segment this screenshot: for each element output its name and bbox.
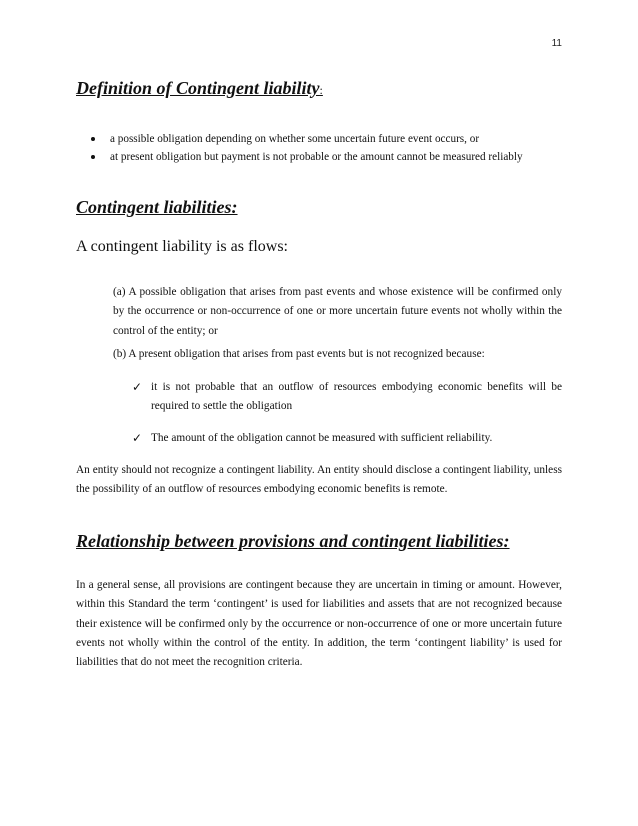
item-a-text: (a) A possible obligation that arises from past events and whose existence will be confirmed only by the occurrence or non-occurrence of one or more uncertain future events not wholly within the control of the entity; or (113, 286, 562, 337)
item-b-text: (b) A present obligation that arises from past events but is not recognized because: (113, 348, 485, 360)
relationship-paragraph: In a general sense, all provisions are contingent because they are uncertain in timing or amount. However, within this Standard the term ‘contingent’ is used for liabilities and assets that are not recognized because their existence will be confirmed only by the occurrence or non-occurrence of one or more uncertain future events not wholly within the control of the entity. In addition, the term ‘contingent liability’ is used for liabilities that do not meet the recognition criteria. (76, 579, 562, 669)
page-number: 11 (551, 38, 562, 49)
check-item-2: The amount of the obligation cannot be measured with sufficient reliability. (151, 432, 493, 444)
definition-bullet-2 (76, 148, 562, 166)
bullet-icon (91, 155, 95, 159)
heading-definition (76, 78, 323, 100)
bullet-icon (91, 137, 95, 141)
definition-bullet-1 (76, 130, 562, 148)
bullet-text: a possible obligation depending on whether some uncertain future event occurs, or (110, 133, 480, 145)
checkmark-icon: ✓ (132, 431, 143, 445)
intro-text: A contingent liability is as flows: (76, 238, 288, 255)
heading-relationship: Relationship between provisions and contingent liabilities: (76, 531, 510, 551)
heading-definition-text: Definition of Contingent liability (76, 78, 320, 98)
heading-contingent-liabilities: Contingent liabilities: (76, 197, 238, 217)
definition-bullet-list (76, 130, 562, 166)
checkmark-icon: ✓ (132, 380, 143, 394)
check-item-1: it is not probable that an outflow of resources embodying economic benefits will be required to settle the obligation (151, 381, 562, 413)
closing-paragraph: An entity should not recognize a contingent liability. An entity should disclose a contingent liability, unless the possibility of an outflow of resources embodying economic benefits is remote. (76, 464, 562, 496)
heading-definition-colon: : (319, 83, 323, 97)
bullet-text: at present obligation but payment is not probable or the amount cannot be measured reliably (110, 151, 523, 163)
